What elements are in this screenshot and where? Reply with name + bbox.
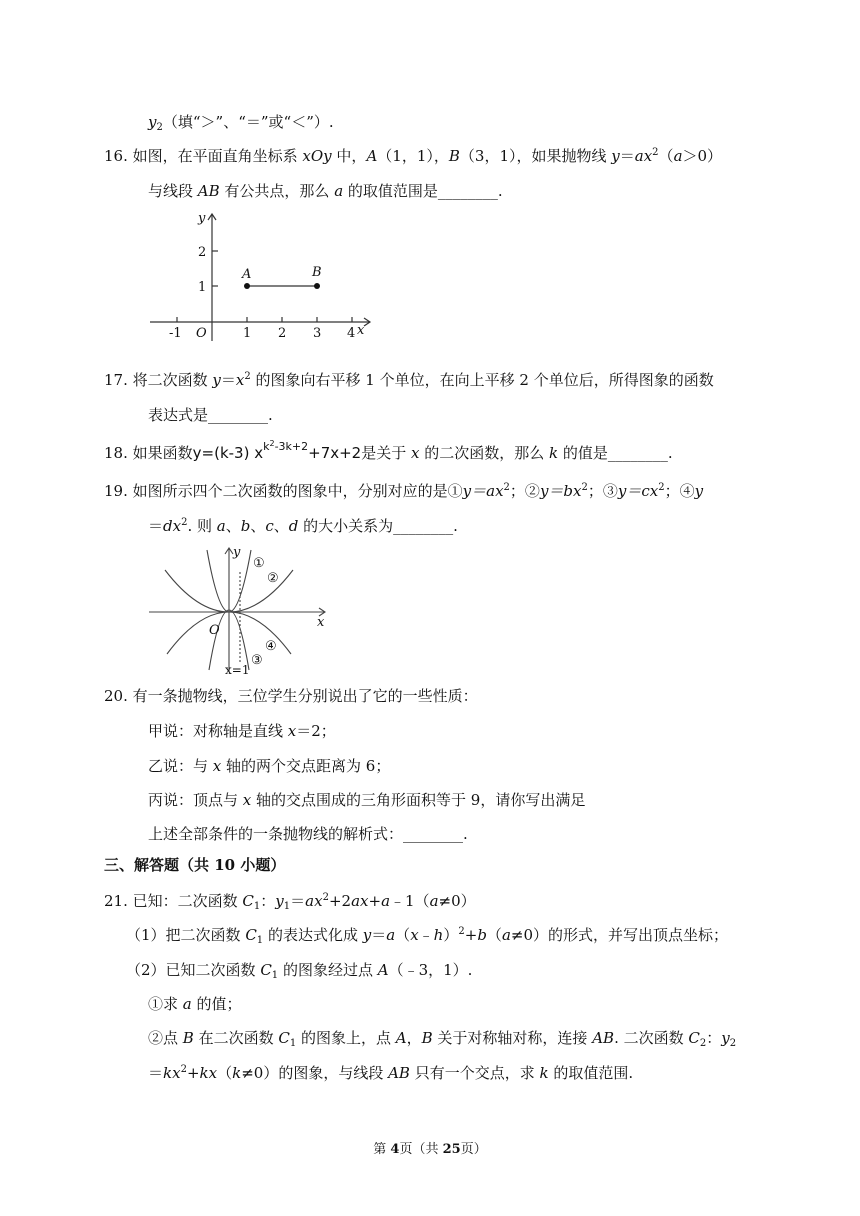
fig16-tick-x2: 2 — [278, 326, 287, 341]
q16-line2: 与线段 AB 有公共点，那么 a 的取值范围是________. — [148, 182, 503, 200]
fig19-x-label: x — [317, 615, 325, 630]
fig19-y-label: y — [233, 545, 241, 560]
fig19-line-label: x=1 — [225, 663, 250, 676]
fig16-x-label: x — [357, 323, 365, 338]
q20-line1: 20. 有一条抛物线，三位学生分别说出了它的一些性质： — [104, 687, 478, 705]
q21-part1: （1）把二次函数 $C_1$ 的表达式化成 y＝a（x﹣h）$^2$+b（a≠0）的形式，并写出顶点坐标； — [126, 926, 729, 946]
figure-16-coordinate-plane — [140, 206, 380, 346]
fig16-tick-xm1: -1 — [169, 326, 182, 341]
fig19-label-2: ② — [267, 571, 279, 586]
q17-line1: 17. 将二次函数 $y=x^2$ 的图象向右平移 1 个单位，在向上平移 2 个单位后，所得图象的函数 — [104, 371, 714, 389]
fig16-tick-x1: 1 — [243, 326, 252, 341]
q20-yi: 乙说：与 x 轴的两个交点距离为 6； — [148, 757, 391, 775]
q21-sub2-line2: $=kx^2+kx(k\ne 0)$的图象，与线段 AB 只有一个交点，求 k 的取值范围. — [148, 1064, 634, 1082]
q17-line2: 表达式是________. — [148, 406, 273, 424]
fig19-label-1: ① — [253, 556, 265, 571]
fig16-tick-y2: 2 — [198, 245, 207, 260]
fig19-label-3: ③ — [251, 653, 263, 668]
q21-sub1: ①求 a 的值； — [148, 995, 242, 1013]
fig16-y-label: y — [198, 211, 206, 226]
section-3-heading: 三、解答题（共 10 小题） — [104, 856, 286, 874]
q18-line: 18. 如果函数y=(k-3) $x^{k^2-3k+2}+7x+2$是关于 x 的二次函数，那么 k 的值是________. — [104, 439, 673, 462]
fig16-tick-y1: 1 — [198, 280, 207, 295]
q20-last: 上述全部条件的一条抛物线的解析式：________. — [148, 825, 468, 843]
q21-line1: 21. 已知：二次函数 $C_1$：$y_1=ax^2+2ax+a﹣1(a\ne 0)$ — [104, 892, 476, 912]
q21-sub2-line1: ②点 B 在二次函数 $C_1$ 的图象上，点 A，B 关于对称轴对称，连接 AB. 二次函数 $C_2$：$y_2$ — [148, 1029, 737, 1049]
page-footer: 第 4页（共 25页） — [373, 1142, 487, 1157]
fig16-point-a: A — [242, 267, 252, 282]
fig19-label-4: ④ — [265, 639, 277, 654]
q19-line2: $=dx^2$. 则 a、b、c、d 的大小关系为________. — [148, 517, 458, 535]
q16-line1: 16. 如图，在平面直角坐标系 xOy 中，A（1，1），B（3，1），如果抛物线 $y=ax^2(a>0)$ — [104, 147, 723, 165]
q15-tail: $y_2$（填“＞”、“＝”或“＜”）. — [148, 113, 334, 133]
q21-part2: （2）已知二次函数 $C_1$ 的图象经过点 A（﹣3，1）. — [126, 961, 473, 981]
fig16-tick-x3: 3 — [313, 326, 322, 341]
fig19-origin: O — [209, 623, 220, 638]
q19-line1: 19. 如图所示四个二次函数的图象中，分别对应的是$①y=ax^2$；$②y=bx^2$；$③y=cx^2$；④y — [104, 482, 704, 500]
fig16-point-b: B — [312, 265, 322, 280]
q20-jia: 甲说：对称轴是直线 x＝2； — [148, 722, 336, 740]
fig16-tick-x4: 4 — [347, 326, 356, 341]
q20-bing: 丙说：顶点与 x 轴的交点围成的三角形面积等于 9，请你写出满足 — [148, 791, 586, 809]
figure-19-parabolas — [145, 542, 335, 676]
fig16-origin: O — [196, 326, 207, 341]
